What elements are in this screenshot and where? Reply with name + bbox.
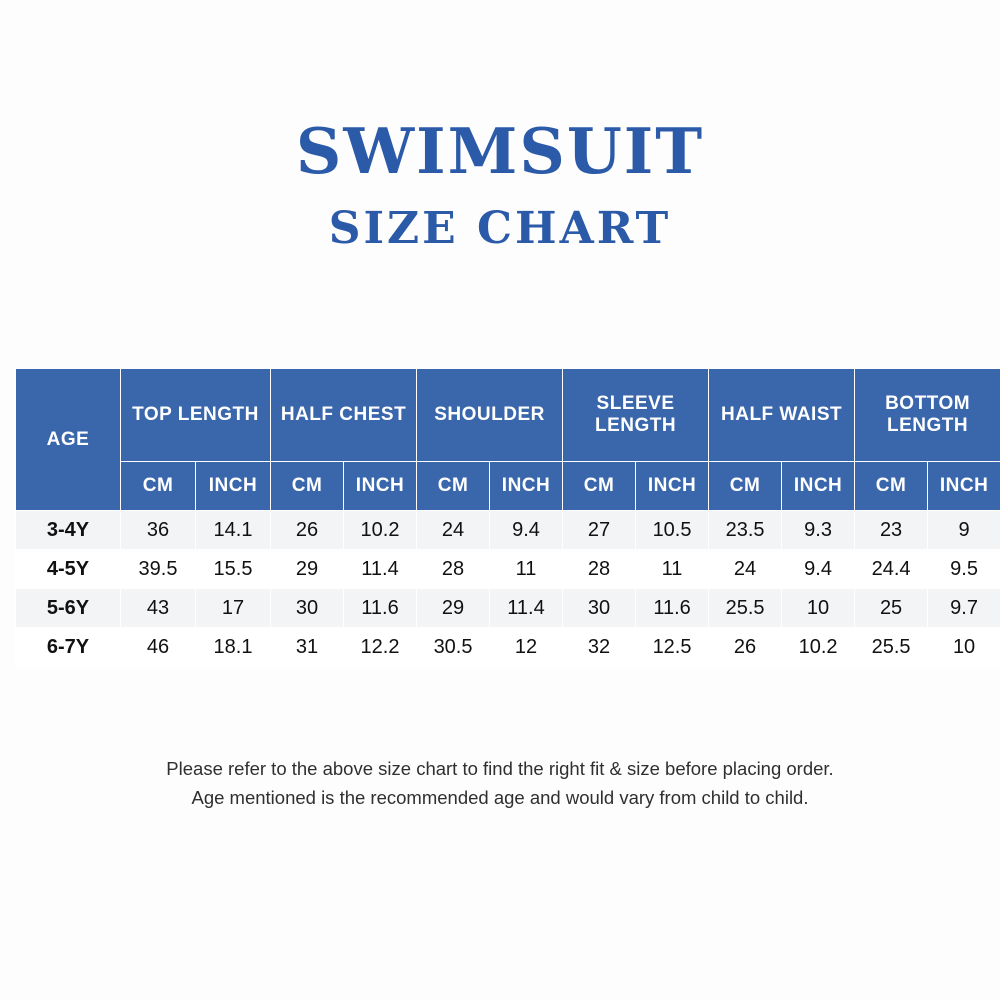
cell-value: 10.2 xyxy=(344,511,417,550)
cell-value: 14.1 xyxy=(196,511,271,550)
cell-value: 12.2 xyxy=(344,628,417,667)
cell-value: 15.5 xyxy=(196,550,271,589)
cell-value: 11.6 xyxy=(636,589,709,628)
cell-value: 18.1 xyxy=(196,628,271,667)
unit-top-length-cm: CM xyxy=(121,462,196,511)
cell-age: 6-7Y xyxy=(16,628,121,667)
unit-half-waist-cm: CM xyxy=(709,462,782,511)
cell-value: 10.5 xyxy=(636,511,709,550)
unit-top-length-inch: INCH xyxy=(196,462,271,511)
cell-value: 24 xyxy=(417,511,490,550)
table-row xyxy=(16,511,1000,550)
cell-value: 30 xyxy=(271,589,344,628)
cell-value: 32 xyxy=(563,628,636,667)
cell-value: 24.4 xyxy=(855,550,928,589)
cell-value: 26 xyxy=(271,511,344,550)
col-header-half-chest: HALF CHEST xyxy=(271,369,417,462)
col-header-bottom-length: BOTTOM LENGTH xyxy=(855,369,1000,462)
cell-value: 23 xyxy=(855,511,928,550)
cell-value: 30 xyxy=(563,589,636,628)
unit-sleeve-length-inch: INCH xyxy=(636,462,709,511)
cell-value: 31 xyxy=(271,628,344,667)
size-chart-table xyxy=(15,368,1000,667)
cell-value: 43 xyxy=(121,589,196,628)
col-header-sleeve-length: SLEEVE LENGTH xyxy=(563,369,709,462)
title-block xyxy=(0,0,1000,255)
table-row xyxy=(16,550,1000,589)
cell-value: 12.5 xyxy=(636,628,709,667)
cell-value: 29 xyxy=(271,550,344,589)
unit-bottom-length-inch: INCH xyxy=(928,462,1000,511)
cell-value: 29 xyxy=(417,589,490,628)
col-header-top-length: TOP LENGTH xyxy=(121,369,271,462)
cell-value: 25.5 xyxy=(855,628,928,667)
table-row xyxy=(16,589,1000,628)
page-subtitle: SIZE CHART xyxy=(328,203,672,255)
table-row xyxy=(16,628,1000,667)
cell-value: 11 xyxy=(490,550,563,589)
cell-value: 12 xyxy=(490,628,563,667)
size-chart-table-wrap xyxy=(15,368,989,667)
cell-age: 4-5Y xyxy=(16,550,121,589)
cell-value: 9.7 xyxy=(928,589,1000,628)
cell-value: 9.5 xyxy=(928,550,1000,589)
page-title: SWIMSUIT xyxy=(295,114,705,188)
cell-value: 28 xyxy=(417,550,490,589)
table-body xyxy=(16,511,1000,667)
cell-value: 10.2 xyxy=(782,628,855,667)
unit-half-chest-inch: INCH xyxy=(344,462,417,511)
cell-value: 17 xyxy=(196,589,271,628)
col-header-half-waist: HALF WAIST xyxy=(709,369,855,462)
unit-shoulder-cm: CM xyxy=(417,462,490,511)
cell-value: 46 xyxy=(121,628,196,667)
cell-value: 27 xyxy=(563,511,636,550)
footer-note-line-2: Age mentioned is the recommended age and would vary from child to child. xyxy=(191,786,809,808)
cell-value: 11.4 xyxy=(490,589,563,628)
cell-value: 9.3 xyxy=(782,511,855,550)
cell-value: 9.4 xyxy=(490,511,563,550)
cell-value: 10 xyxy=(782,589,855,628)
cell-age: 5-6Y xyxy=(16,589,121,628)
cell-value: 23.5 xyxy=(709,511,782,550)
cell-value: 39.5 xyxy=(121,550,196,589)
table-unit-row xyxy=(16,462,1000,511)
cell-value: 36 xyxy=(121,511,196,550)
cell-value: 10 xyxy=(928,628,1000,667)
footer-note-line-1: Please refer to the above size chart to find the right fit & size before placing order. xyxy=(166,758,834,779)
cell-value: 11.4 xyxy=(344,550,417,589)
cell-value: 9.4 xyxy=(782,550,855,589)
unit-shoulder-inch: INCH xyxy=(490,462,563,511)
cell-value: 24 xyxy=(709,550,782,589)
unit-bottom-length-cm: CM xyxy=(855,462,928,511)
cell-value: 9 xyxy=(928,511,1000,550)
table-header-group-row xyxy=(16,369,1000,462)
cell-value: 25.5 xyxy=(709,589,782,628)
cell-value: 30.5 xyxy=(417,628,490,667)
cell-value: 11 xyxy=(636,550,709,589)
footer-note xyxy=(0,755,1000,812)
cell-age: 3-4Y xyxy=(16,511,121,550)
unit-half-chest-cm: CM xyxy=(271,462,344,511)
cell-value: 28 xyxy=(563,550,636,589)
cell-value: 26 xyxy=(709,628,782,667)
unit-sleeve-length-cm: CM xyxy=(563,462,636,511)
cell-value: 11.6 xyxy=(344,589,417,628)
col-header-age: AGE xyxy=(16,369,121,511)
table-head xyxy=(16,369,1000,511)
col-header-shoulder: SHOULDER xyxy=(417,369,563,462)
cell-value: 25 xyxy=(855,589,928,628)
unit-half-waist-inch: INCH xyxy=(782,462,855,511)
